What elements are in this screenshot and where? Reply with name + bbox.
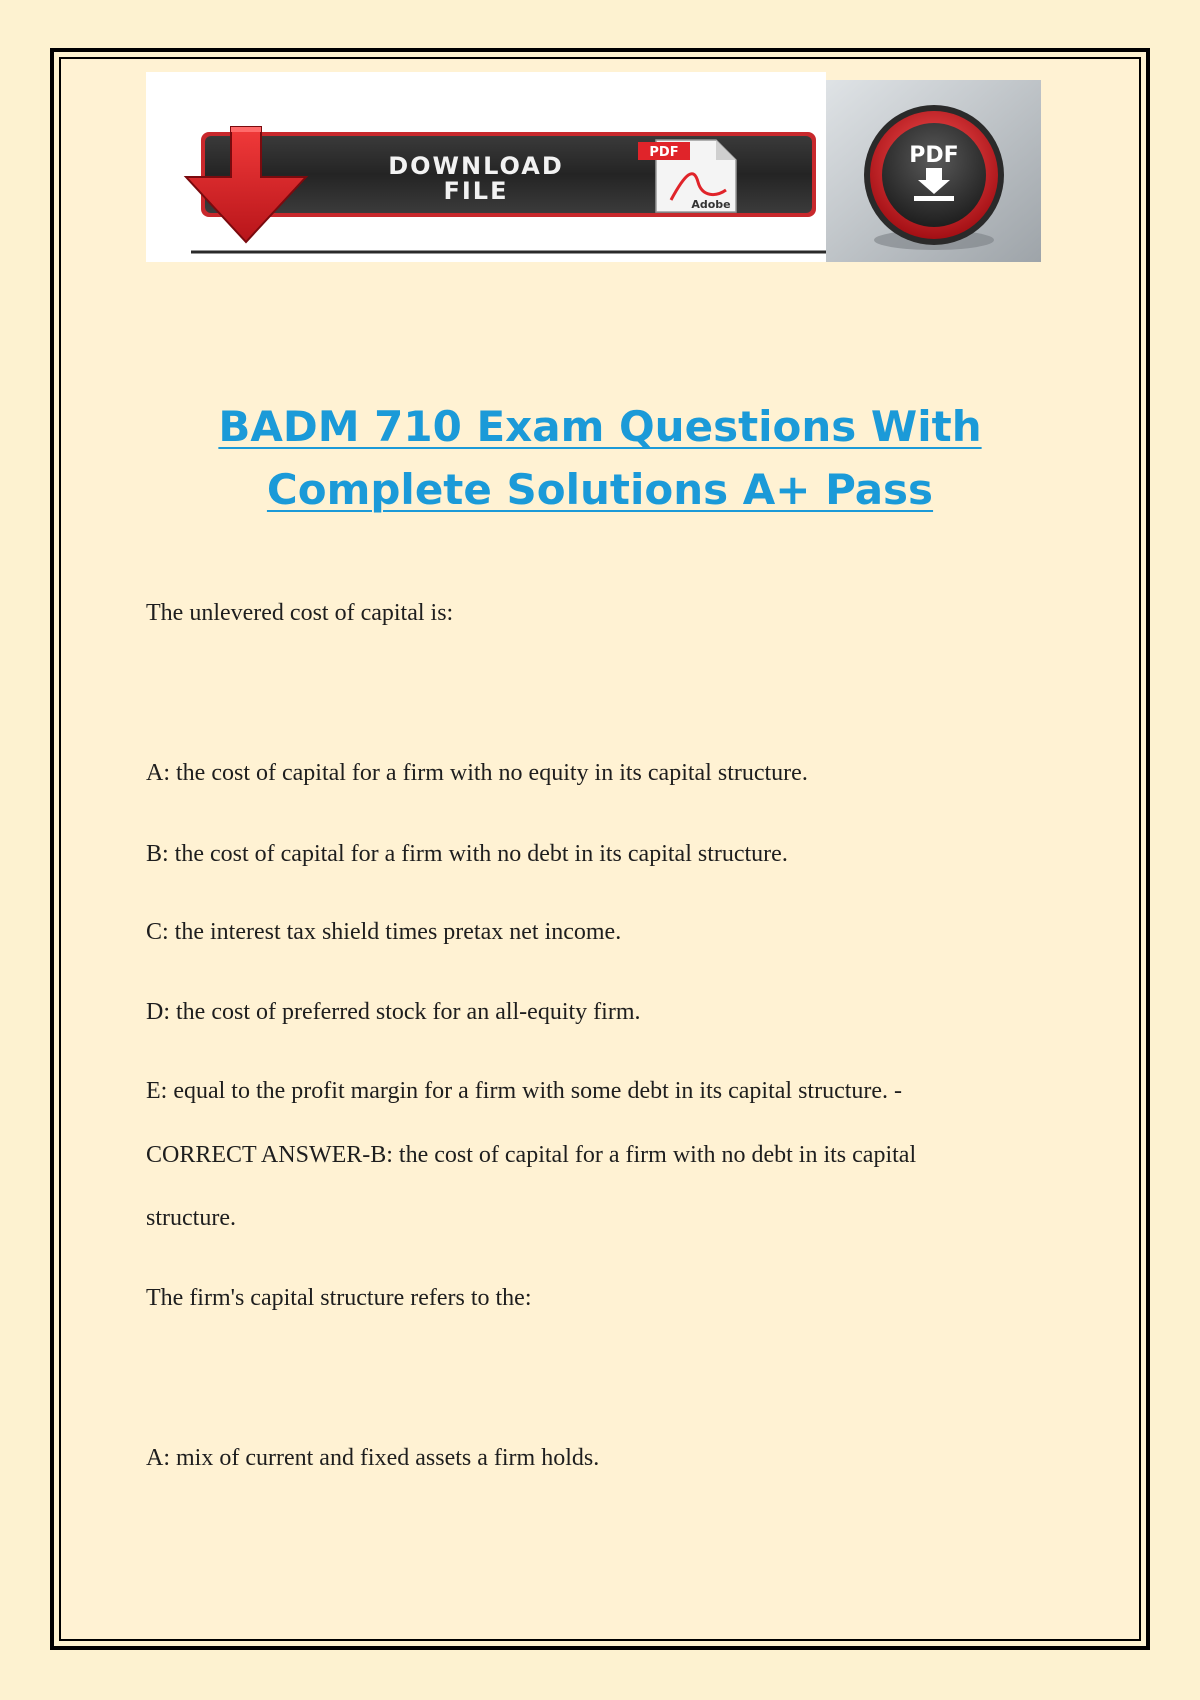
question-1-text: The unlevered cost of capital is: xyxy=(146,600,454,626)
adobe-label: Adobe xyxy=(691,198,731,211)
question-1-answer-cont: structure. xyxy=(146,1205,236,1231)
question-2-option-a: A: mix of current and fixed assets a firm holds. xyxy=(146,1445,600,1471)
question-1-answer: CORRECT ANSWER-B: the cost of capital for a firm with no debt in its capital xyxy=(146,1142,917,1168)
pdf-badge-graphic xyxy=(826,80,1041,262)
question-1-option-c: C: the interest tax shield times pretax net income. xyxy=(146,919,622,945)
download-banner-graphic xyxy=(146,72,826,262)
question-1-option-b: B: the cost of capital for a firm with no debt in its capital structure. xyxy=(146,841,788,867)
pdf-badge-label: PDF xyxy=(909,143,959,168)
download-banner[interactable] xyxy=(146,72,1041,262)
question-1-option-d: D: the cost of preferred stock for an all-equity firm. xyxy=(146,999,641,1025)
title-line-2: Complete Solutions A+ Pass xyxy=(266,465,934,514)
question-2-text: The firm's capital structure refers to the: xyxy=(146,1285,532,1311)
question-1-option-a: A: the cost of capital for a firm with no equity in its capital structure. xyxy=(146,760,808,786)
download-label-line1: DOWNLOAD xyxy=(388,152,564,180)
pdf-download-badge[interactable] xyxy=(826,80,1041,262)
download-label-line2: FILE xyxy=(443,177,509,205)
title-line-1: BADM 710 Exam Questions With xyxy=(218,402,982,451)
download-file-button[interactable] xyxy=(146,72,826,262)
question-1-option-e: E: equal to the profit margin for a firm with some debt in its capital structure. - xyxy=(146,1078,903,1104)
document-title xyxy=(150,395,1050,521)
pdf-tag-label: PDF xyxy=(649,145,679,160)
